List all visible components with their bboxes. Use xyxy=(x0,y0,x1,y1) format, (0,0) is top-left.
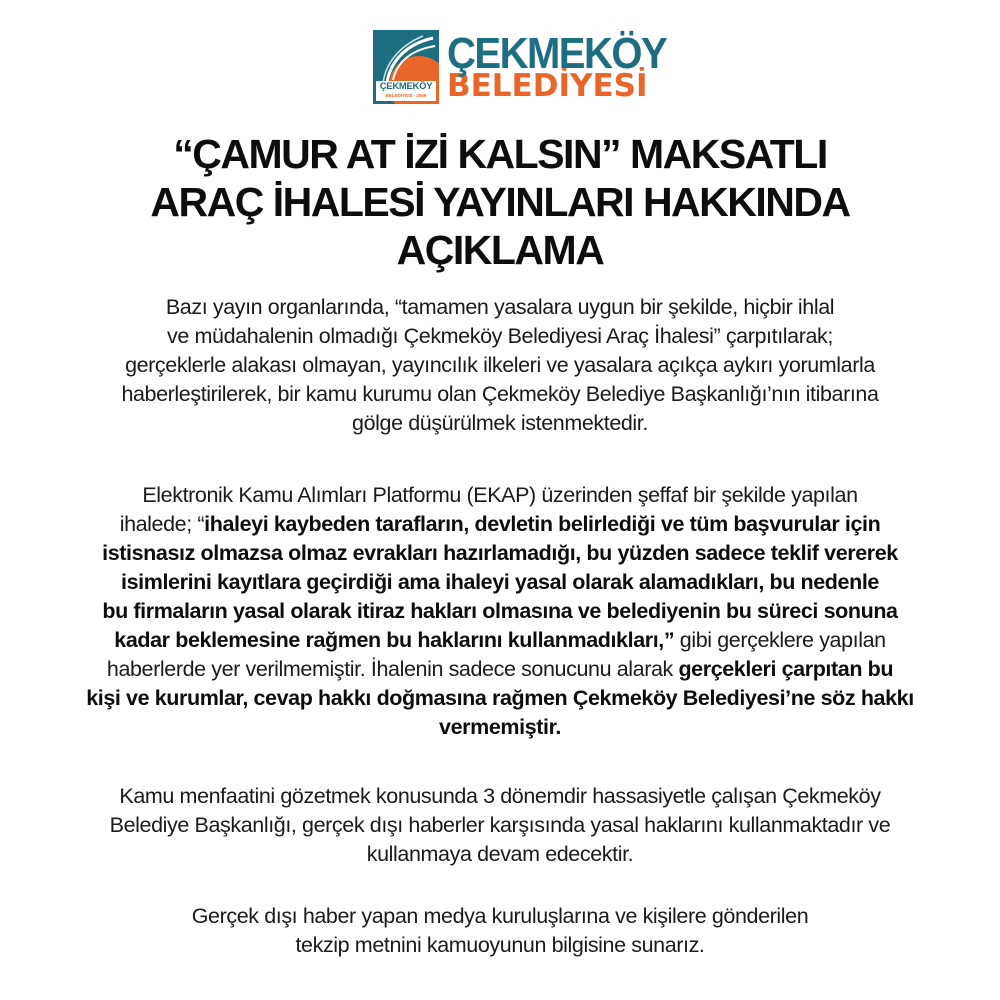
text-line xyxy=(40,597,960,626)
text-line xyxy=(40,684,960,713)
normal-text: gibi gerçeklere yapılan xyxy=(674,628,886,652)
text-line xyxy=(40,510,960,539)
bold-text: kadar beklemesine rağmen bu haklarını kullanmadıkları,” xyxy=(114,628,675,652)
text-line: haberleştirilerek, bir kamu kurumu olan Çekmeköy Belediye Başkanlığı’nın itibarına xyxy=(121,382,879,406)
title-line: AÇIKLAMA xyxy=(396,227,604,273)
logo-wordmark xyxy=(447,29,667,104)
municipality-logo xyxy=(373,30,666,104)
bold-text: isimlerini kayıtlara geçirdiği ama ihaleyi yasal olarak alamadıkları, bu nedenle xyxy=(121,570,879,594)
title-line: “ÇAMUR AT İZİ KALSIN” MAKSATLI xyxy=(173,131,827,177)
text-line: Belediye Başkanlığı, gerçek dışı haberler karşısında yasal haklarını kullanmaktadır ve xyxy=(109,813,891,837)
text-line: tekzip metnini kamuoyunun bilgisine sunarız. xyxy=(295,933,705,957)
bold-text: ihaleyi kaybeden tarafların, devletin belirlediği ve tüm başvurular için xyxy=(204,512,881,536)
emblem-subtitle: BELEDİYESİ - 2009 xyxy=(385,93,427,98)
bold-text: kişi ve kurumlar, cevap hakkı doğmasına rağmen Çekmeköy Belediyesi’ne söz hakkı xyxy=(86,686,914,710)
paragraph-2 xyxy=(40,481,960,742)
wordmark-top: ÇEKMEKÖY xyxy=(447,29,667,79)
paragraph-4 xyxy=(40,902,960,960)
title-line: ARAÇ İHALESİ YAYINLARI HAKKINDA xyxy=(150,179,850,225)
bold-text: vermemiştir. xyxy=(439,715,561,739)
page-title xyxy=(0,130,1000,274)
text-line: ve müdahalenin olmadığı Çekmeköy Belediyesi Araç İhalesi” çarpıtılarak; xyxy=(167,324,833,348)
paragraph-3 xyxy=(40,782,960,869)
text-line: Gerçek dışı haber yapan medya kuruluşlarına ve kişilere gönderilen xyxy=(191,904,809,928)
paragraph-1 xyxy=(40,293,960,438)
text-line: kullanmaya devam edecektir. xyxy=(366,842,634,866)
text-line: Elektronik Kamu Alımları Platformu (EKAP) üzerinden şeffaf bir şekilde yapılan xyxy=(142,483,858,507)
text-line xyxy=(40,626,960,655)
logo-emblem-icon xyxy=(373,30,439,104)
normal-text: ihalede; “ xyxy=(119,512,205,536)
text-line xyxy=(40,713,960,742)
text-line: Bazı yayın organlarında, “tamamen yasalara uygun bir şekilde, hiçbir ihlal xyxy=(165,295,835,319)
text-line xyxy=(40,655,960,684)
bold-text: gerçekleri çarpıtan bu xyxy=(678,657,894,681)
wordmark-bottom: BELEDİYESİ xyxy=(447,68,648,104)
text-line: gerçeklerle alakası olmayan, yayıncılık ilkeleri ve yasalara açıkça aykırı yorumlarla xyxy=(125,353,875,377)
text-line xyxy=(40,568,960,597)
text-line xyxy=(40,539,960,568)
emblem-label xyxy=(376,81,436,101)
text-line: Kamu menfaatini gözetmek konusunda 3 dönemdir hassasiyetle çalışan Çekmeköy xyxy=(119,784,881,808)
bold-text: bu firmaların yasal olarak itiraz hakları olmasına ve belediyenin bu süreci sonuna xyxy=(102,599,898,623)
text-line: gölge düşürülmek istenmektedir. xyxy=(352,411,648,435)
emblem-name: ÇEKMEKÖY xyxy=(379,81,433,92)
normal-text: haberlerde yer verilmemiştir. İhalenin sadece sonucunu alarak xyxy=(106,657,679,681)
bold-text: istisnasız olmazsa olmaz evrakları hazırlamadığı, bu yüzden sadece teklif vererek xyxy=(102,541,898,565)
